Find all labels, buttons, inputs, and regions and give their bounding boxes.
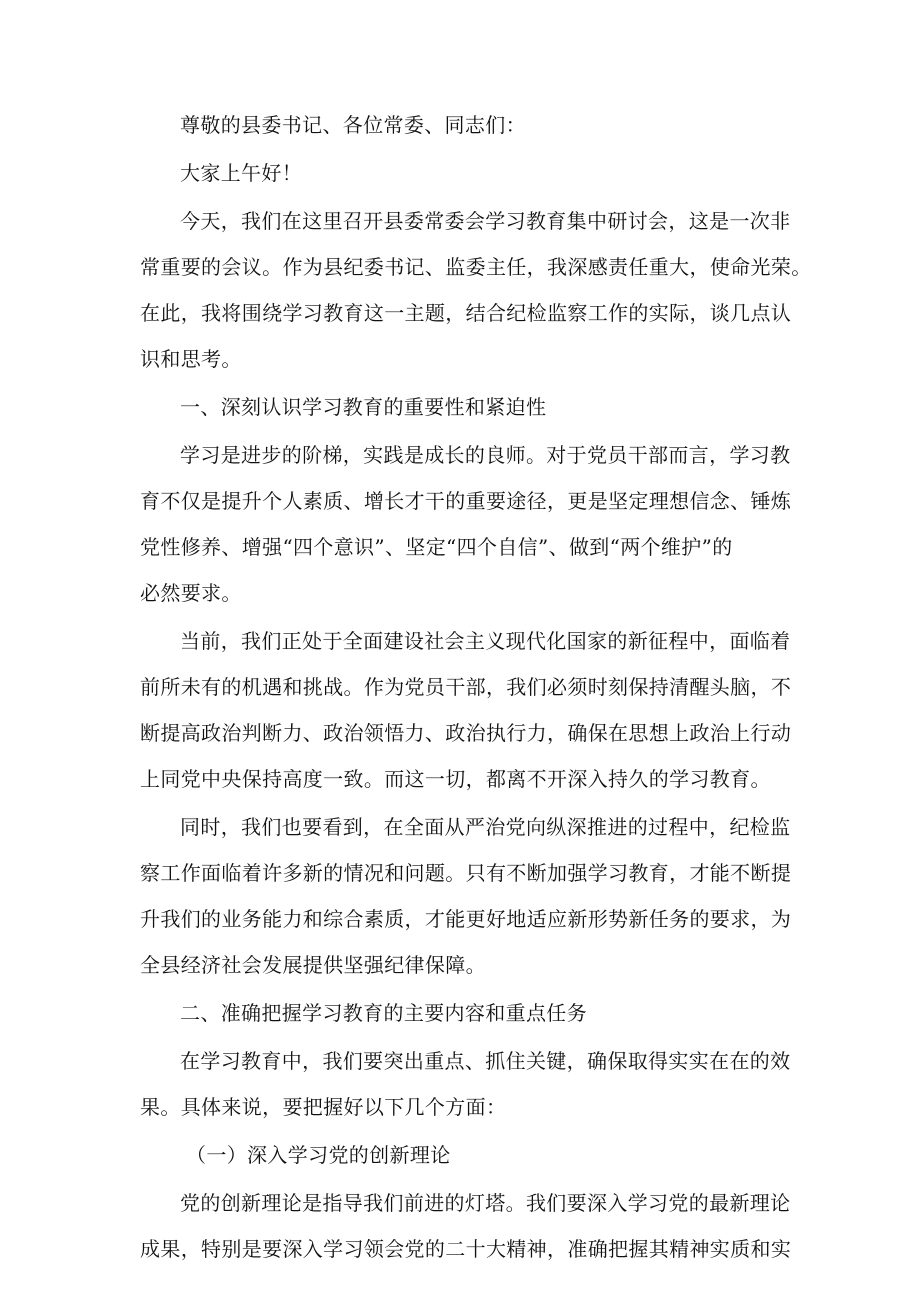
paragraph-line: 全县经济社会发展提供坚强纪律保障。 — [140, 953, 486, 977]
paragraph-line: 升我们的业务能力和综合素质，才能更好地适应新形势新任务的要求，为 — [140, 907, 792, 931]
paragraph-line: 成果，特别是要深入学习领会党的二十大精神，准确把握其精神实质和实 — [140, 1237, 792, 1261]
paragraph-line: 同时，我们也要看到，在全面从严治党向纵深推进的过程中，纪检监 — [180, 815, 791, 839]
section-heading: 一、深刻认识学习教育的重要性和紧迫性 — [180, 395, 547, 419]
subsection-heading: （一）深入学习党的创新理论 — [186, 1143, 451, 1167]
paragraph-line: 当前，我们正处于全面建设社会主义现代化国家的新征程中，面临着 — [180, 629, 791, 653]
paragraph-line: 今天，我们在这里召开县委常委会学习教育集中研讨会，这是一次非 — [180, 209, 791, 233]
paragraph-line: 前所未有的机遇和挑战。作为党员干部，我们必须时刻保持清醒头脑，不 — [140, 675, 792, 699]
paragraph-line: 在学习教育中，我们要突出重点、抓住关键，确保取得实实在在的效 — [180, 1049, 791, 1073]
paragraph-line: 在此，我将围绕学习教育这一主题，结合纪检监察工作的实际，谈几点认 — [140, 301, 792, 325]
paragraph-line: 察工作面临着许多新的情况和问题。只有不断加强学习教育，才能不断提 — [140, 861, 792, 885]
paragraph-line: 育不仅是提升个人素质、增长才干的重要途径，更是坚定理想信念、锤炼 — [140, 489, 792, 513]
section-heading: 二、准确把握学习教育的主要内容和重点任务 — [180, 1001, 587, 1025]
paragraph-line: 必然要求。 — [140, 581, 242, 605]
paragraph-line: 断提高政治判断力、政治领悟力、政治执行力，确保在思想上政治上行动 — [140, 721, 792, 745]
paragraph-line: 党性修养、增强“四个意识”、坚定“四个自信”、做到“两个维护”的 — [140, 535, 733, 559]
paragraph-line: 上同党中央保持高度一致。而这一切，都离不开深入持久的学习教育。 — [140, 767, 771, 791]
greeting: 大家上午好！ — [180, 161, 303, 185]
paragraph-line: 果。具体来说，要把握好以下几个方面： — [140, 1095, 507, 1119]
paragraph-line: 识和思考。 — [140, 347, 242, 371]
paragraph-line: 常重要的会议。作为县纪委书记、监委主任，我深感责任重大，使命光荣。 — [140, 255, 812, 279]
salutation: 尊敬的县委书记、各位常委、同志们： — [180, 113, 526, 137]
paragraph-line: 学习是进步的阶梯，实践是成长的良师。对于党员干部而言，学习教 — [180, 443, 791, 467]
paragraph-line: 党的创新理论是指导我们前进的灯塔。我们要深入学习党的最新理论 — [180, 1191, 791, 1215]
